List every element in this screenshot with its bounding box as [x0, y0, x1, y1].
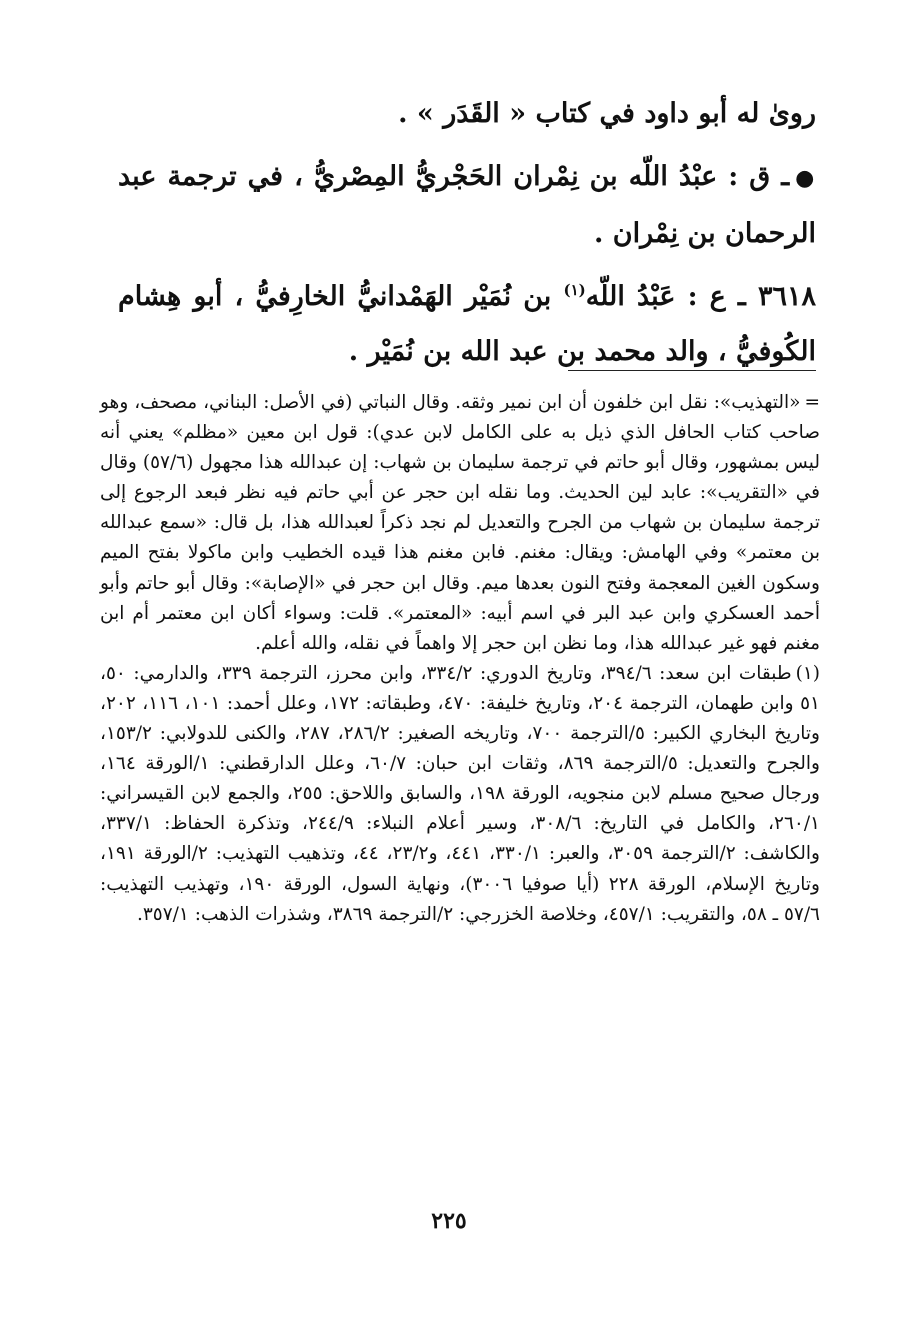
entry-3618-head: ٣٦١٨ ـ ع : عَبْدُ اللّه: [585, 281, 816, 312]
entry-3618-rest: بن نُمَيْر الهَمْدانيُّ الخارِفيُّ ، أبو هِشام الكُوفيُّ ، والد محمد بن عبد الله بن نُمَيْر .: [118, 281, 816, 367]
main-text: [118, 86, 816, 387]
footnote-continued: [100, 388, 820, 659]
footnote-ref-1[interactable]: (١): [563, 281, 586, 299]
footnote-1: [100, 659, 820, 930]
footnote-1-marker: (١): [795, 662, 820, 684]
entry-ibn-nimran-text: ـ ق : عبْدُ اللّه بن نِمْران الحَجْريُّ المِصْريُّ ، في ترجمة عبد الرحمان بن نِمْران .: [118, 161, 816, 249]
page-number: ٢٢٥: [431, 1208, 467, 1234]
footnotes: [100, 388, 820, 930]
main-line-1: رویٰ له أبو داود في كتاب « القَدَر » .: [398, 98, 816, 129]
footnote-continued-text: «التهذيب»: نقل ابن خلفون أن ابن نمير وثقه. وقال النباتي (في الأصل: البناني، مصحف، وهو صاحب كتاب الحافل الذي ذيل به على الكامل لابن عدي): قول ابن معين «مظلم» يعني أنه ليس بمشهور، وقال أبو حاتم في ترجمة سليمان بن شهاب: إن عبدالله هذا مجهول (٥٧/٦) وقال في «التقريب»: عابد لين الحديث. وما نقله ابن حجر عن أبي حاتم فيه نظر فبعد الرجوع إلى ترجمة سليمان بن شهاب من الجرح والتعديل لم نجد ذكراً لعبدالله هذا، بل قال: «سمع عبدالله بن معتمر» وفي الهامش: ويقال: مغنم. فابن مغنم هذا قيده الخطيب وابن ماكولا بفتح الميم وسكون الغين المعجمة وفتح النون بعدها ميم. وقال ابن حجر في «الإصابة»: وقال أبو حاتم وأبو أحمد العسكري وابن عبد البر في اسم أبيه: «المعتمر». قلت: وسواء أكان ابن معتمر أم ابن مغنم فهو غير عبدالله هذا، وما نظن ابن حجر إلا واهماً في نقله، والله أعلم.: [100, 392, 820, 654]
entry-3618: [118, 269, 816, 379]
entry-ibn-nimran: [118, 149, 816, 261]
bullet-icon: ●: [795, 165, 816, 191]
footnote-1-text: طبقات ابن سعد: ٣٩٤/٦، وتاريخ الدوري: ٣٣٤/٢، وابن محرز، الترجمة ٣٣٩، والدارمي: ٥٠، ٥١ وابن طهمان، الترجمة ٢٠٤، وتاريخ خليفة: ٤٧٠، وطبقاته: ١٧٢، وعلل أحمد: ١٠١، ١١٦، ٢٠٢، وتاريخ البخاري الكبير: ٥/الترجمة ٧٠٠، وتاريخه الصغير: ٢٨٦/٢، ٢٨٧، والكنى للدولابي: ١٥٣/٢، والجرح والتعديل: ٥/الترجمة ٨٦٩، وثقات ابن حبان: ٦٠/٧، وعلل الدارقطني: ١/الورقة ١٦٤، ورجال صحيح مسلم لابن منجويه، الورقة ١٩٨، والسابق واللاحق: ٢٥٥، والجمع لابن القيسراني: ٢٦٠/١، والكامل في التاريخ: ٣٠٨/٦، وسير أعلام النبلاء: ٢٤٤/٩، وتذكرة الحفاظ: ٣٣٧/١، والكاشف: ٢/الترجمة ٣٠٥٩، والعبر: ٣٣٠/١، ٤٤١، و٢٣/٢، ٤٤، وتذهيب التهذيب: ٢/الورقة ١٩١، وتاريخ الإسلام، الورقة ٢٢٨ (أيا صوفيا ٣٠٠٦)، ونهاية السول، الورقة ١٩٠، وتهذيب التهذيب: ٥٧/٦ ـ ٥٨، والتقريب: ٤٥٧/١، وخلاصة الخزرجي: ٢/الترجمة ٣٨٦٩، وشذرات الذهب: ٣٥٧/١.: [100, 662, 820, 925]
footnote-separator: [568, 370, 816, 371]
continuation-marker: =: [804, 392, 820, 413]
